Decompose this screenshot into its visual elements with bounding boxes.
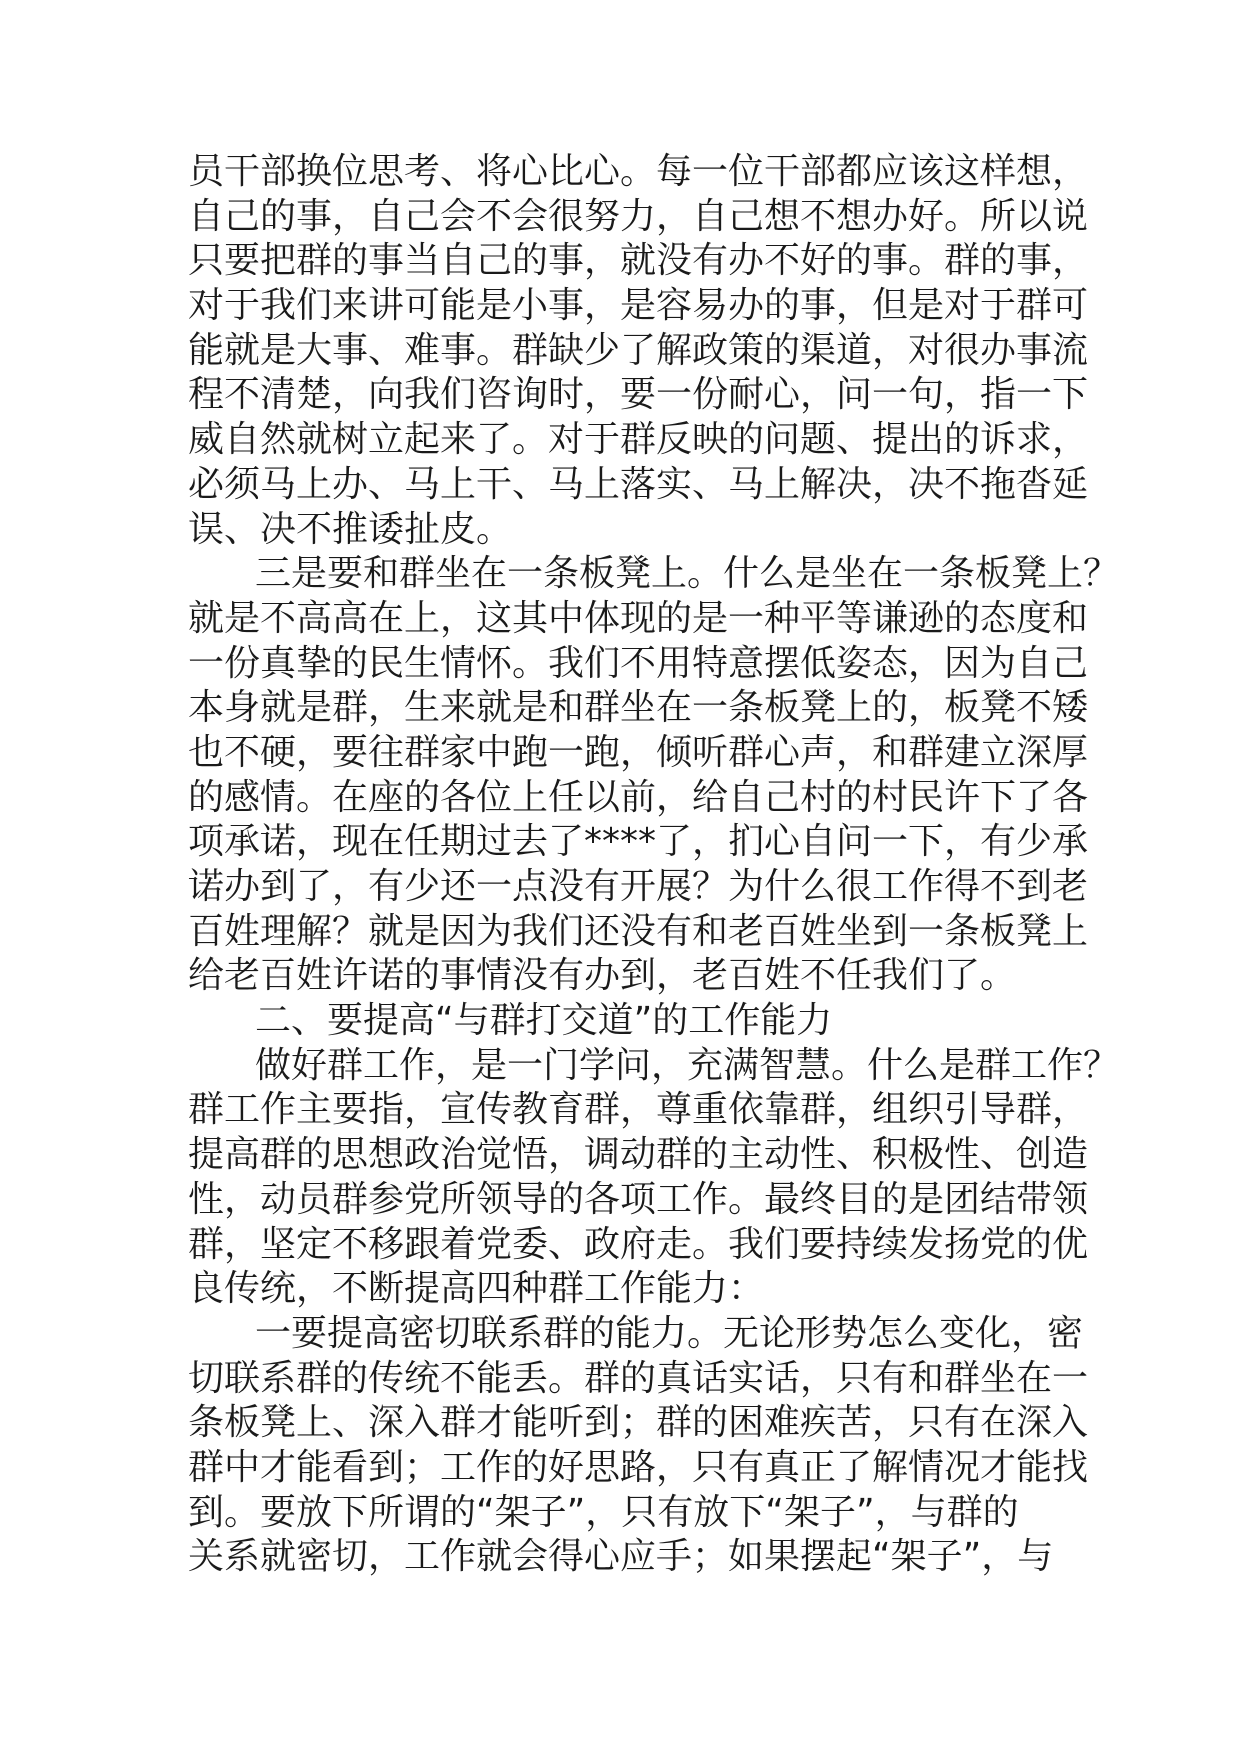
text-line: 一份真挚的民生情怀。我们不用特意摆低姿态，因为自己 [188, 642, 1089, 684]
text-line: 到。要放下所谓的“架子”，只有放下“架子”，与群的 [188, 1491, 1019, 1533]
text-line: 群工作主要指，宣传教育群，尊重依靠群，组织引导群， [188, 1089, 1089, 1131]
text-line: 项承诺，现在任期过去了****了，扪心自问一下，有少承 [188, 821, 1089, 863]
text-line: 二、要提高“与群打交道”的工作能力 [255, 1000, 833, 1042]
text-line: 三是要和群坐在一条板凳上。什么是坐在一条板凳上？ [255, 553, 1120, 595]
text-line: 能就是大事、难事。群缺少了解政策的渠道，对很办事流 [188, 329, 1089, 371]
text-line: 群，坚定不移跟着党委、政府走。我们要持续发扬党的优 [188, 1223, 1089, 1265]
text-line: 员干部换位思考、将心比心。每一位干部都应该这样想， [188, 151, 1089, 192]
text-line: 诺办到了，有少还一点没有开展？为什么很工作得不到老 [188, 866, 1089, 907]
text-line: 误、决不推诿扯皮。 [188, 508, 513, 550]
text-line: 本身就是群，生来就是和群坐在一条板凳上的，板凳不矮 [188, 687, 1089, 729]
text-line: 给老百姓许诺的事情没有办到，老百姓不任我们了。 [188, 955, 1017, 997]
text-line: 就是不高高在上，这其中体现的是一种平等谦逊的态度和 [188, 597, 1089, 639]
text-line: 关系就密切，工作就会得心应手；如果摆起“架子”，与 [188, 1536, 1054, 1578]
text-line: 良传统，不断提高四种群工作能力： [188, 1268, 765, 1310]
text-line: 一要提高密切联系群的能力。无论形势怎么变化，密 [255, 1312, 1084, 1354]
text-line: 做好群工作，是一门学问，充满智慧。什么是群工作？ [255, 1044, 1120, 1086]
text-line: 威自然就树立起来了。对于群反映的问题、提出的诉求， [188, 419, 1089, 461]
text-line: 的感情。在座的各位上任以前，给自己村的村民许下了各 [188, 776, 1089, 818]
text-line: 必须马上办、马上干、马上落实、马上解决，决不拖沓延 [188, 463, 1089, 505]
text-line: 对于我们来讲可能是小事，是容易办的事，但是对于群可 [188, 285, 1089, 327]
text-line: 也不硬，要往群家中跑一跑，倾听群心声，和群建立深厚 [188, 731, 1089, 773]
text-line: 条板凳上、深入群才能听到；群的困难疾苦，只有在深入 [188, 1402, 1089, 1444]
text-line: 群中才能看到；工作的好思路，只有真正了解情况才能找 [188, 1446, 1089, 1488]
document-body [188, 150, 1120, 1580]
text-line: 切联系群的传统不能丢。群的真话实话，只有和群坐在一 [188, 1357, 1089, 1399]
text-line: 性，动员群参党所领导的各项工作。最终目的是团结带领 [188, 1178, 1089, 1220]
text-line: 只要把群的事当自己的事，就没有办不好的事。群的事， [188, 240, 1089, 282]
text-line: 程不清楚，向我们咨询时，要一份耐心，问一句，指一下 [188, 374, 1089, 416]
text-line: 自己的事，自己会不会很努力，自己想不想办好。所以说 [188, 195, 1089, 237]
text-line: 提高群的思想政治觉悟，调动群的主动性、积极性、创造 [188, 1134, 1089, 1176]
text-line: 百姓理解？就是因为我们还没有和老百姓坐到一条板凳上 [188, 910, 1089, 952]
